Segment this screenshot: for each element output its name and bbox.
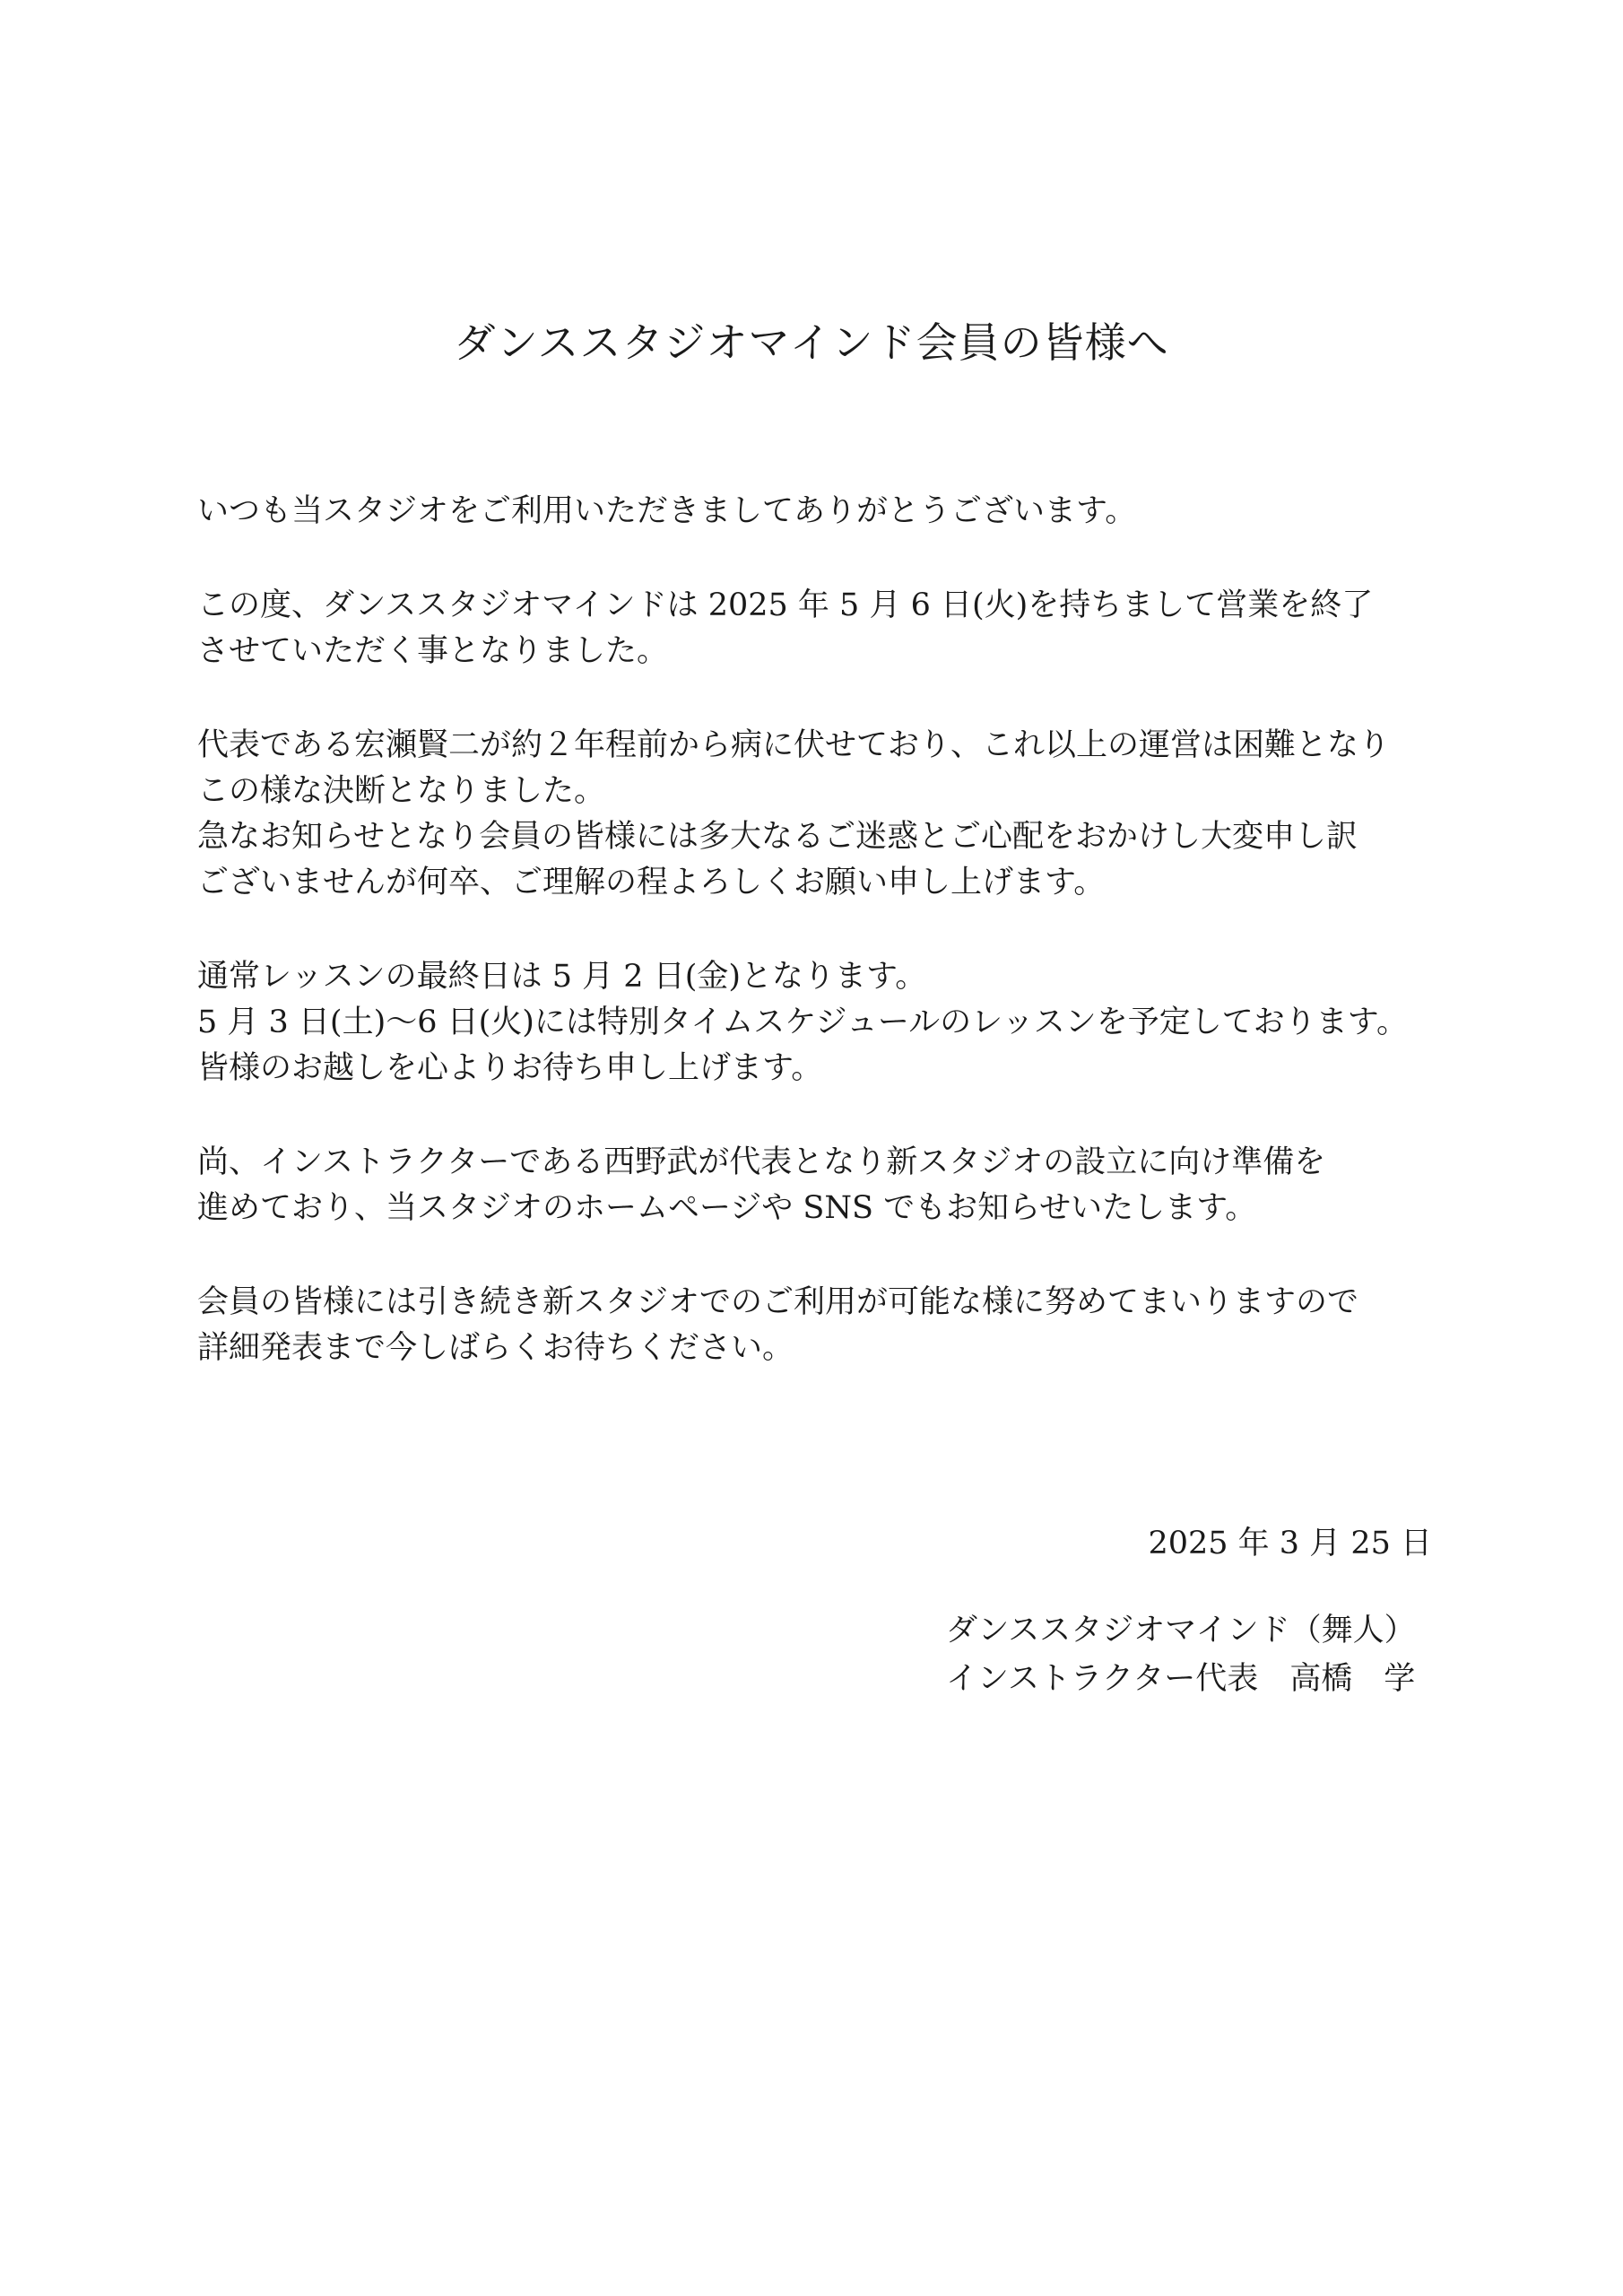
paragraph-new-studio bbox=[197, 1140, 1453, 1231]
text-line: この様な決断となりました。 bbox=[197, 773, 606, 809]
paragraph-closing-remarks bbox=[197, 1280, 1453, 1371]
text-line: 5 月 3 日(土)～6 日(火)には特別タイムスケジュールのレッスンを予定しております。 bbox=[197, 1004, 1408, 1040]
text-line: ございませんが何卒、ご理解の程よろしくお願い申し上げます。 bbox=[197, 865, 1106, 900]
paragraph-reason bbox=[197, 723, 1453, 906]
text-line: 会員の皆様には引き続き新スタジオでのご利用が可能な様に努めてまいりますので bbox=[197, 1284, 1359, 1320]
document-title: ダンススタジオマインド会員の皆様へ bbox=[454, 318, 1169, 367]
text-line: 皆様のお越しを心よりお待ち申し上げます。 bbox=[197, 1050, 823, 1086]
signature-representative: インストラクター代表 高橋 学 bbox=[946, 1661, 1416, 1697]
text-line: この度、ダンススタジオマインドは 2025 年 5 月 6 日(火)を持ちまして営業を終了 bbox=[197, 587, 1374, 623]
paragraph-lesson-schedule bbox=[197, 954, 1453, 1091]
text-line: 急なお知らせとなり会員の皆様には多大なるご迷惑とご心配をおかけし大変申し訳 bbox=[197, 819, 1358, 855]
text-line: 代表である宏瀬賢二が約２年程前から病に伏せており、これ以上の運営は困難となり bbox=[197, 727, 1391, 763]
document-date: 2025 年 3 月 25 日 bbox=[1148, 1526, 1432, 1561]
text-line: いつも当スタジオをご利用いただきましてありがとうございます。 bbox=[197, 493, 1137, 529]
signature-organization: ダンススタジオマインド（舞人） bbox=[946, 1613, 1416, 1648]
document-body bbox=[197, 489, 1453, 1420]
text-line: させていただく事となりました。 bbox=[197, 633, 669, 669]
signature-block bbox=[946, 1606, 1416, 1703]
text-line: 進めており、当スタジオのホームページや SNS でもお知らせいたします。 bbox=[197, 1190, 1257, 1226]
text-line: 通常レッスンの最終日は 5 月 2 日(金)となります。 bbox=[197, 959, 927, 995]
paragraph-closing-announcement bbox=[197, 583, 1453, 674]
paragraph-greeting bbox=[197, 489, 1453, 535]
text-line: 詳細発表まで今しばらくお待ちください。 bbox=[197, 1330, 794, 1366]
text-line: 尚、インストラクターである西野武が代表となり新スタジオの設立に向け準備を bbox=[197, 1144, 1326, 1180]
